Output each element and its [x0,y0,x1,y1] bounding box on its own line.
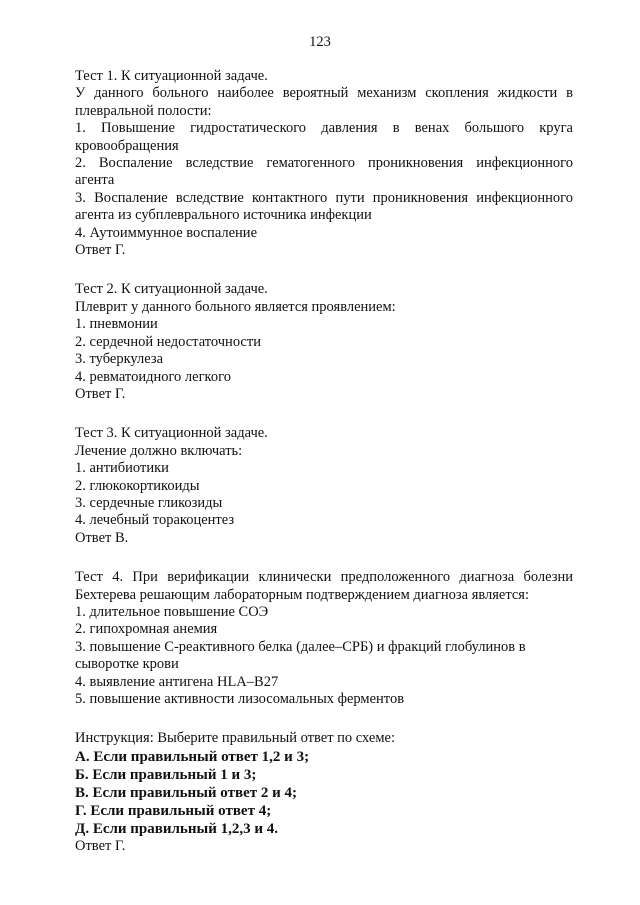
test-3-heading: Тест 3. К ситуационной задаче. [75,425,268,442]
schema-option-g: Г. Если правильный ответ 4; [75,802,272,819]
test-2-option: 3. туберкулеза [75,351,164,368]
test-3-option: 2. глюкокортикоиды [75,477,200,494]
test-3-question: Лечение должно включать: [75,442,243,459]
page-content [75,68,573,855]
test-1-answer: Ответ Г. [75,242,126,259]
test-2-answer: Ответ Г. [75,385,126,402]
test-1-option-3-line-2: агента из субплеврального источника инфекции [75,207,372,224]
test-3-option: 1. антибиотики [75,460,169,477]
schema-option-b: Б. Если правильный 1 и 3; [75,766,257,783]
test-4-question-line-2: Бехтерева решающим лабораторным подтверждением диагноза является: [75,586,530,603]
test-1-heading: Тест 1. К ситуационной задаче. [75,68,268,84]
instruction [75,730,573,855]
test-4-option-3-line-2: сыворотке крови [75,656,179,673]
test-4-option-2: 2. гипохромная анемия [75,621,218,638]
test-2-option: 1. пневмонии [75,316,158,333]
test-3 [75,425,573,547]
test-3-option: 3. сердечные гликозиды [75,494,223,511]
test-2-heading: Тест 2. К ситуационной задаче. [75,281,268,298]
test-2-option: 2. сердечной недостаточности [75,333,261,350]
test-2-question: Плеврит у данного больного является проявлением: [75,298,396,315]
test-1-option-4: 4. Аутоиммунное воспаление [75,224,258,241]
test-3-option: 4. лечебный торакоцентез [75,512,235,529]
test-1-option-1-line-1: 1. Повышение гидростатического давления в венах большого круга [75,120,573,137]
test-4-option-5: 5. повышение активности лизосомальных ферментов [75,691,405,707]
test-4-option-3-line-1: 3. повышение С-реактивного белка (далее–СРБ) и фракций глобулинов в [75,638,526,655]
page-number: 123 [309,34,331,50]
test-1-option-3-line-1: 3. Воспаление вследствие контактного пути проникновения инфекционного [75,189,573,206]
test-4-option-1: 1. длительное повышение СОЭ [75,603,269,620]
test-1-question-line-2: плевральной полости: [75,102,212,119]
test-2 [75,281,573,403]
test-1-question-line-1: У данного больного наиболее вероятный механизм скопления жидкости в [75,85,573,102]
test-1-option-2-line-2: агента [75,172,115,189]
test-1 [75,68,573,259]
schema-option-d: Д. Если правильный 1,2,3 и 4. [75,820,279,837]
test-3-answer: Ответ В. [75,529,129,546]
instruction-text: Инструкция: Выберите правильный ответ по схеме: [75,730,396,747]
schema-option-v: В. Если правильный ответ 2 и 4; [75,784,297,801]
instruction-answer: Ответ Г. [75,837,126,854]
test-2-option: 4. ревматоидного легкого [75,368,231,385]
test-4-question-line-1: Тест 4. При верификации клинически предположенного диагноза болезни [75,569,573,586]
test-4 [75,569,573,708]
schema-option-a: А. Если правильный ответ 1,2 и 3; [75,748,310,765]
test-4-option-4: 4. выявление антигена HLA–B27 [75,673,279,690]
test-1-option-2-line-1: 2. Воспаление вследствие гематогенного проникновения инфекционного [75,155,573,172]
test-1-option-1-line-2: кровообращения [75,137,179,154]
